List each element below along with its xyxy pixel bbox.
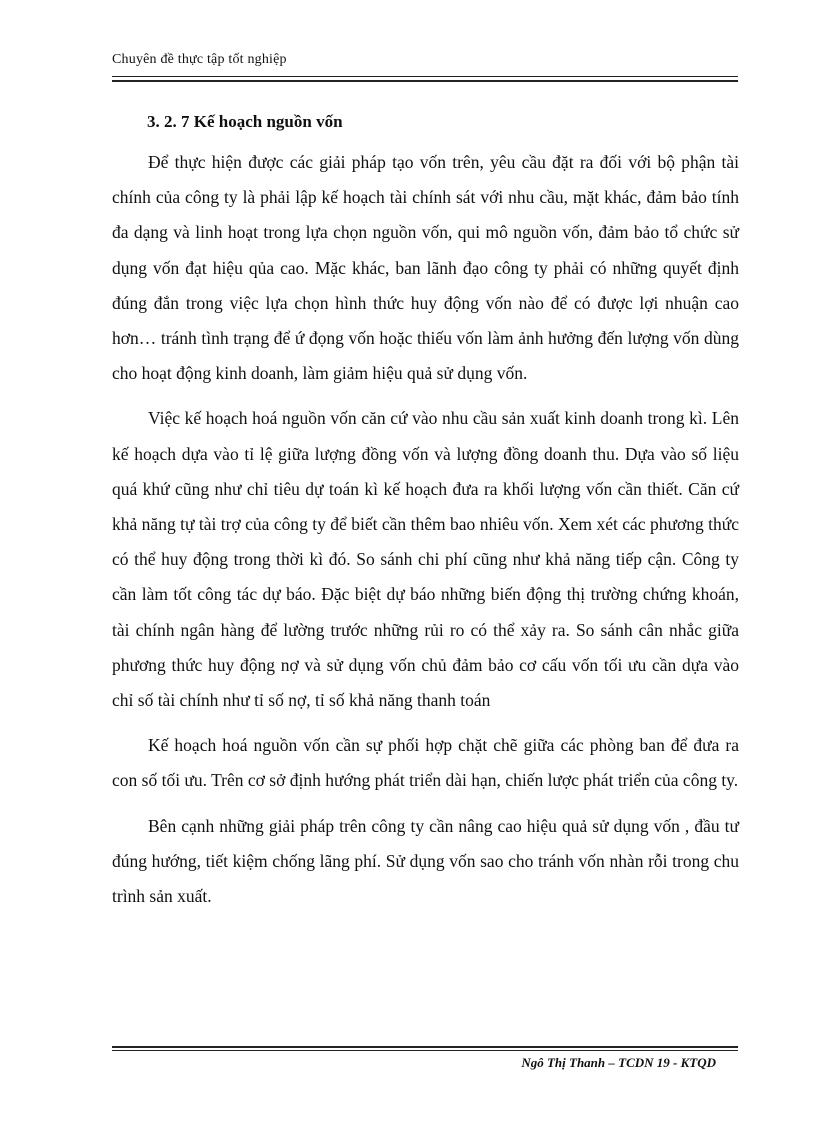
paragraph-4: Bên cạnh những giải pháp trên công ty cần nâng cao hiệu quả sử dụng vốn , đầu tư đúng hướng, tiết kiệm chống lãng phí. Sử dụng vốn sao cho tránh vốn nhàn rỗi trong chu trình sản xuất. <box>112 815 739 907</box>
paragraph-1: Để thực hiện được các giải pháp tạo vốn trên, yêu cầu đặt ra đối với bộ phận tài chính của công ty là phải lập kế hoạch tài chính sát với nhu cầu, mặt khác, đảm bảo tính đa dạng và linh hoạt trong lựa chọn nguồn vốn, qui mô nguồn vốn, đảm bảo tổ chức sử dụng vốn đạt hiệu qủa cao. Mặc khác, ban lãnh đạo công ty phải có những quyết định đúng đắn trong việc lựa chọn hình thức huy động vốn nào để có được lợi nhuận cao hơn… tránh tình trạng để ứ đọng vốn hoặc thiếu vốn làm ảnh hưởng đến lượng vốn dùng cho hoạt động kinh doanh, làm giảm hiệu quả sử dụng vốn. <box>112 152 739 384</box>
footer-author: Ngô Thị Thanh – TCDN 19 - KTQD <box>521 1055 716 1070</box>
section-heading: 3. 2. 7 Kế hoạch nguồn vốn <box>147 112 343 131</box>
header-title: Chuyên đề thực tập tốt nghiệp <box>112 52 287 67</box>
header-rule-bottom <box>112 80 738 82</box>
paragraph-3: Kế hoạch hoá nguồn vốn cần sự phối hợp chặt chẽ giữa các phòng ban để đưa ra con số tối ưu. Trên cơ sở định hướng phát triển dài hạn, chiến lược phát triển của công ty. <box>112 735 739 791</box>
header-rule-top <box>112 76 738 77</box>
footer-rule-top <box>112 1046 738 1048</box>
body-text <box>112 145 739 924</box>
paragraph-2: Việc kế hoạch hoá nguồn vốn căn cứ vào nhu cầu sản xuất kinh doanh trong kì. Lên kế hoạch dựa vào tỉ lệ giữa lượng đồng vốn và lượng đồng doanh thu. Dựa vào số liệu quá khứ cũng như chỉ tiêu dự toán kì kế hoạch đưa ra khối lượng vốn cần thiết. Căn cứ khả năng tự tài trợ của công ty để biết cần thêm bao nhiêu vốn. Xem xét các phương thức có thể huy động trong thời kì đó. So sánh chi phí cũng như khả năng tiếp cận. Công ty cần làm tốt công tác dự báo. Đặc biệt dự báo những biến động thị trường chứng khoán, tài chính ngân hàng để lường trước những rủi ro có thể xảy ra. So sánh cân nhắc giữa phương thức huy động nợ và sử dụng vốn chủ đảm bảo cơ cấu vốn tối ưu cần dựa vào chỉ số tài chính như tỉ số nợ, tỉ số khả năng thanh toán <box>112 408 739 711</box>
footer-rule-bottom <box>112 1050 738 1051</box>
